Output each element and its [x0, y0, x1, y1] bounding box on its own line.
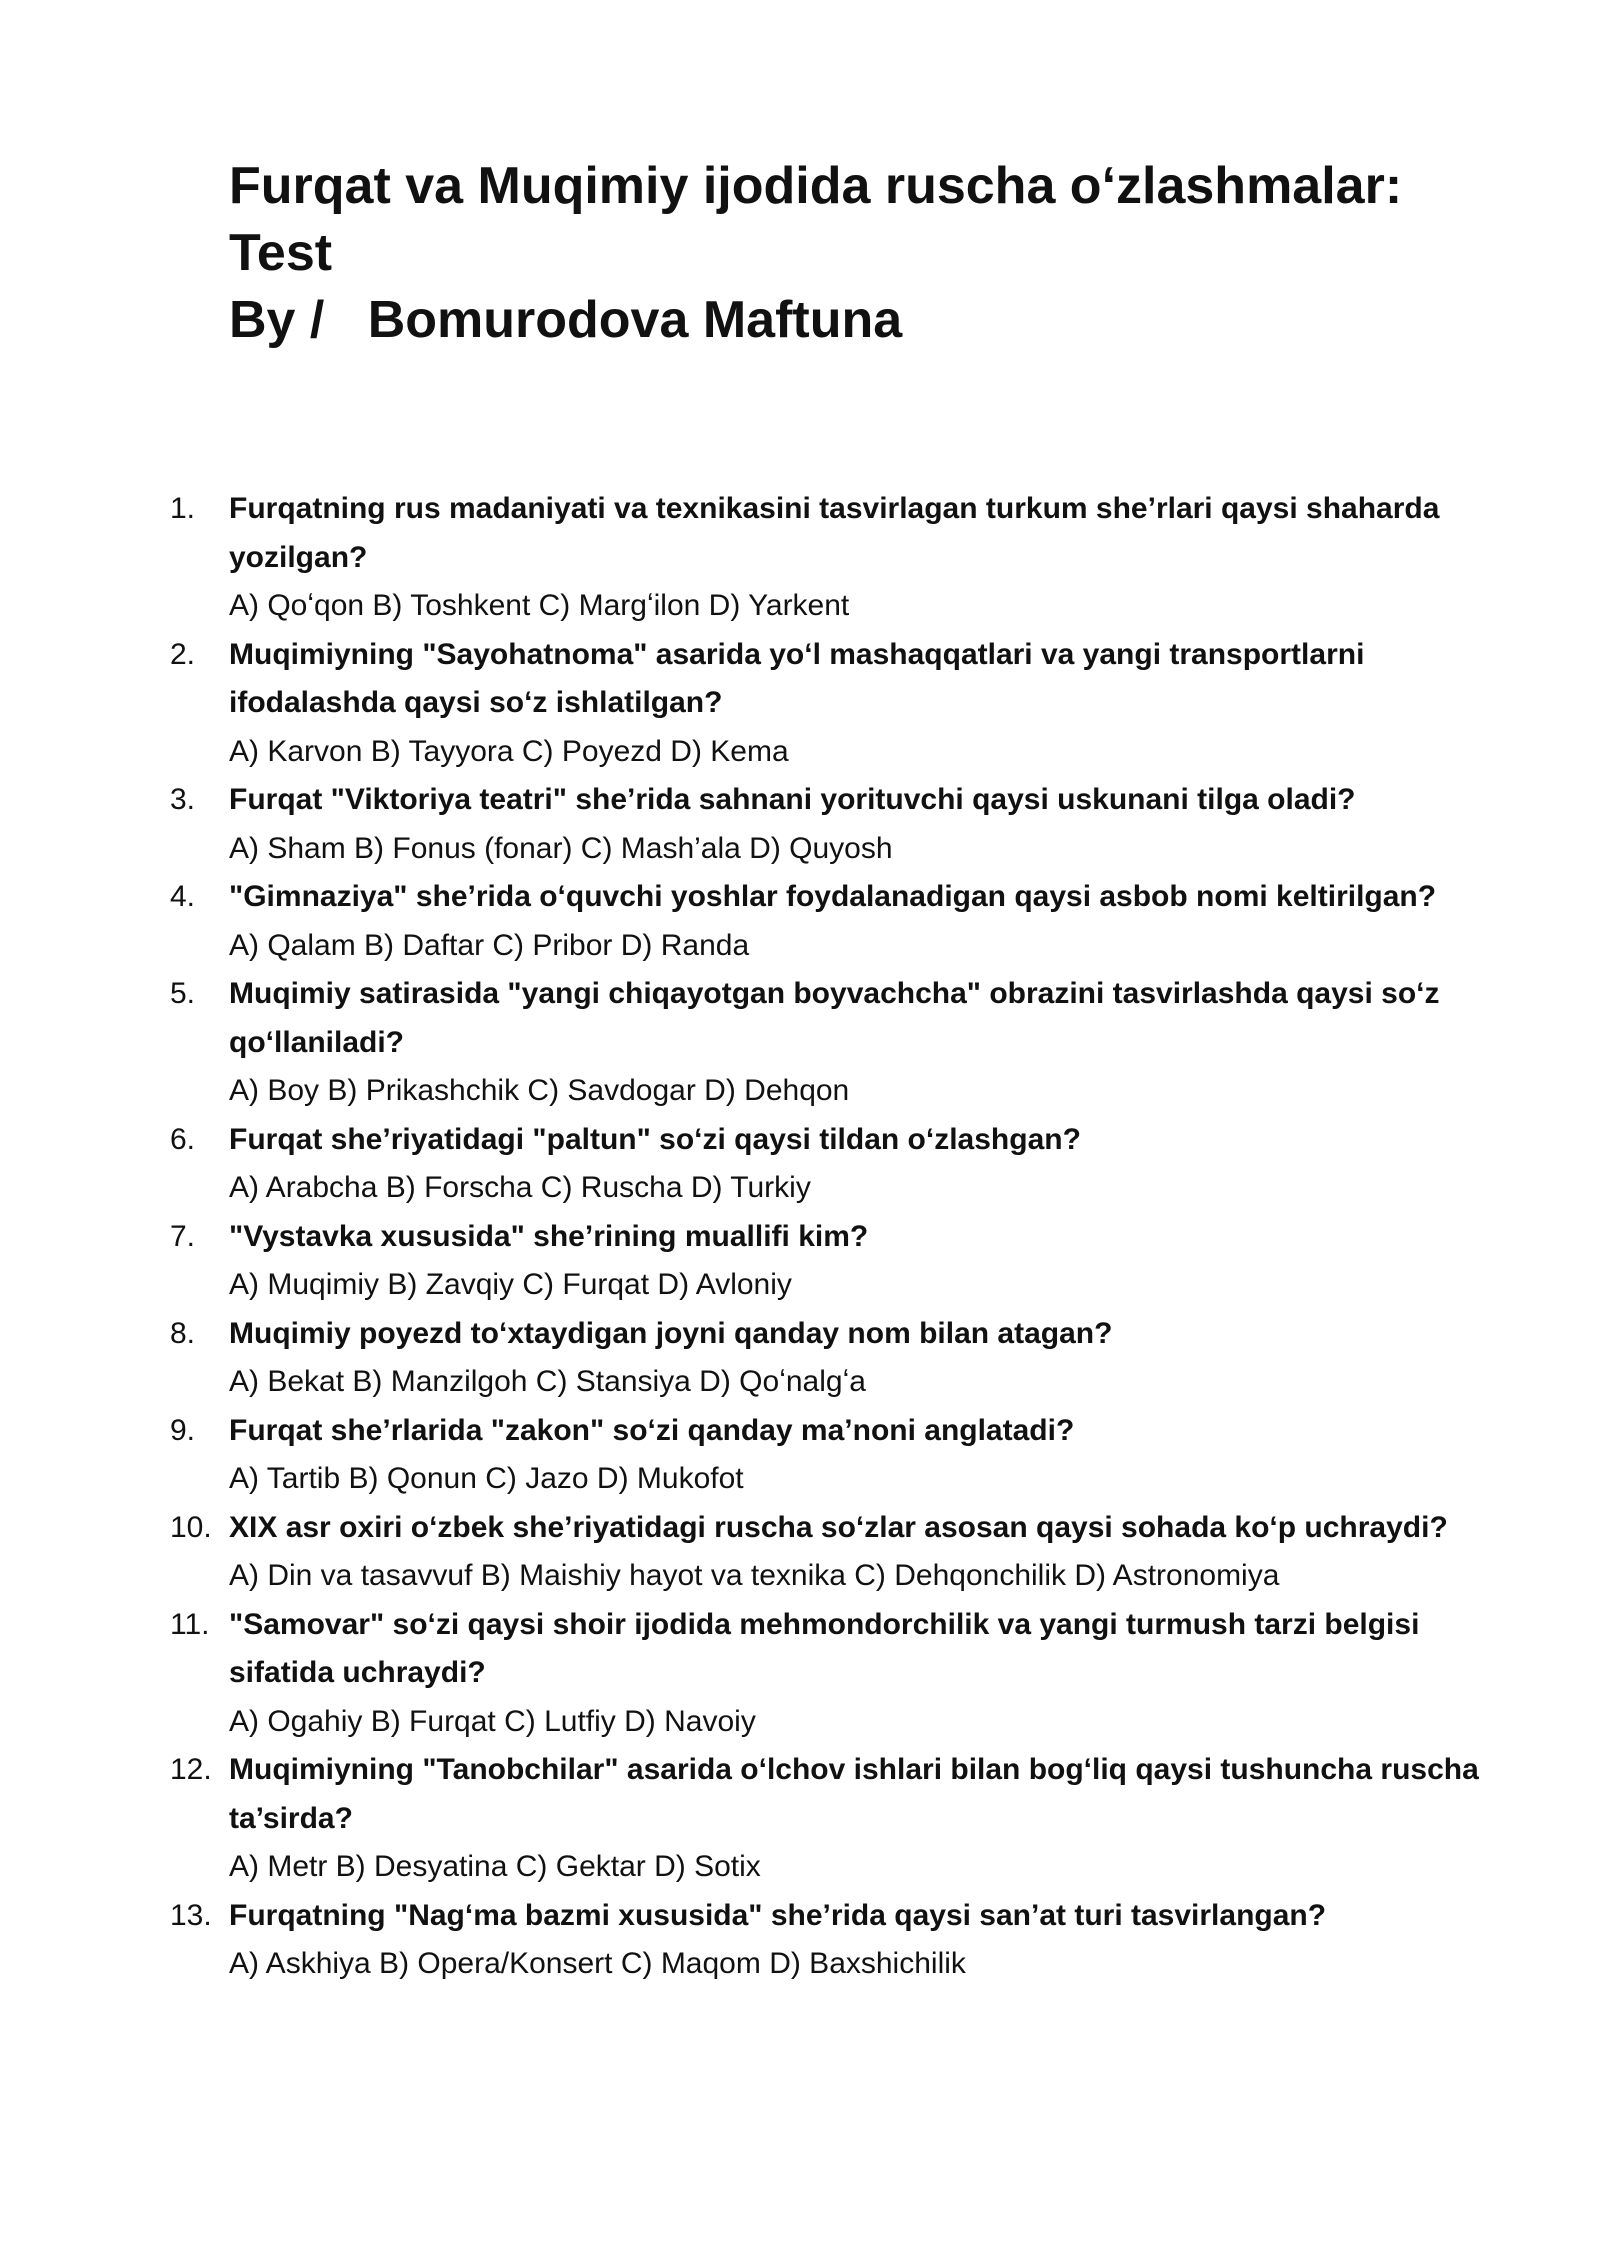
question-number: 7.: [170, 1219, 196, 1253]
question-item: [0, 776, 1479, 873]
question-options: A) Bekat B) Manzilgoh C) Stansiya D) Qoʻnalgʻa: [229, 1365, 866, 1398]
question-options: A) Boy B) Prikashchik C) Savdogar D) Dehqon: [229, 1074, 850, 1107]
question-number: 13.: [170, 1898, 212, 1932]
question-options: A) Qalam B) Daftar C) Pribor D) Randa: [229, 928, 750, 962]
question-number: 9.: [170, 1413, 196, 1447]
question-options: A) Qoʻqon B) Toshkent C) Margʻilon D) Yarkent: [229, 589, 850, 622]
question-item: [0, 631, 1479, 777]
question-options: A) Muqimiy B) Zavqiy C) Furqat D) Avloniy: [229, 1268, 792, 1301]
title-line-2: Test: [229, 224, 333, 282]
question-text: Muqimiy satirasida "yangi chiqayotgan boyvachcha" obrazini tasvirlashda qaysi soʻz qoʻllaniladi?: [229, 977, 1440, 1059]
question-item: [0, 1407, 1479, 1504]
question-item: [0, 970, 1479, 1116]
question-text: "Vystavka xususida" she’rining muallifi kim?: [229, 1219, 869, 1253]
question-item: [0, 1213, 1479, 1310]
question-options: A) Metr B) Desyatina C) Gektar D) Sotix: [229, 1850, 761, 1883]
question-text: Furqat she’riyatidagi "paltun" soʻzi qaysi tildan oʻzlashgan?: [229, 1122, 1081, 1156]
question-text: Muqimiyning "Sayohatnoma" asarida yoʻl mashaqqatlari va yangi transportlarni ifodalashda qaysi soʻz ishlatilgan?: [229, 637, 1365, 719]
question-options: A) Karvon B) Tayyora C) Poyezd D) Kema: [229, 734, 789, 768]
question-text: Furqatning rus madaniyati va texnikasini tasvirlagan turkum she’rlari qaysi shaharda yozilgan?: [229, 492, 1440, 574]
question-number: 8.: [170, 1316, 196, 1350]
author-line: By / Bomurodova Maftuna: [229, 291, 903, 349]
question-text: Furqat "Viktoriya teatri" she’rida sahnani yorituvchi qaysi uskunani tilga oladi?: [229, 783, 1356, 816]
question-text: Furqatning "Nagʻma bazmi xususida" she’rida qaysi san’at turi tasvirlangan?: [229, 1898, 1327, 1932]
question-list: [0, 485, 1600, 1989]
question-number: 12.: [170, 1753, 212, 1786]
question-text: Muqimiyning "Tanobchilar" asarida oʻlchov ishlari bilan bogʻliq qaysi tushuncha ruscha ta’sirda?: [229, 1753, 1479, 1835]
title-line-1: Furqat va Muqimiy ijodida ruscha oʻzlashmalar:: [229, 157, 1403, 215]
question-options: A) Arabcha B) Forscha C) Ruscha D) Turkiy: [229, 1171, 811, 1204]
question-item: [0, 1310, 1479, 1407]
question-options: A) Ogahiy B) Furqat C) Lutfiy D) Navoiy: [229, 1704, 756, 1738]
question-item: [0, 1892, 1479, 1989]
question-item: [0, 1601, 1479, 1747]
question-text: Furqat she’rlarida "zakon" soʻzi qanday ma’noni anglatadi?: [229, 1413, 1075, 1447]
question-text: XIX asr oxiri oʻzbek she’riyatidagi ruscha soʻzlar asosan qaysi sohada koʻp uchraydi?: [229, 1510, 1448, 1544]
question-item: [0, 485, 1479, 631]
question-number: 1.: [170, 492, 196, 525]
question-number: 3.: [170, 783, 196, 816]
question-number: 10.: [170, 1510, 212, 1544]
question-number: 2.: [170, 637, 196, 671]
question-item: [0, 1746, 1479, 1892]
question-number: 11.: [170, 1607, 210, 1641]
question-item: [0, 1504, 1479, 1601]
question-text: "Gimnaziya" she’rida oʻquvchi yoshlar foydalanadigan qaysi asbob nomi keltirilgan?: [229, 880, 1437, 913]
question-options: A) Tartib B) Qonun C) Jazo D) Mukofot: [229, 1462, 744, 1495]
question-text: Muqimiy poyezd toʻxtaydigan joyni qanday nom bilan atagan?: [229, 1316, 1113, 1350]
question-item: [0, 873, 1479, 970]
question-text: "Samovar" soʻzi qaysi shoir ijodida mehmondorchilik va yangi turmush tarzi belgisi sifatida uchraydi?: [229, 1607, 1420, 1689]
question-number: 6.: [170, 1122, 196, 1156]
question-options: A) Sham B) Fonus (fonar) C) Mash’ala D) Quyosh: [229, 831, 893, 865]
document-title: [229, 153, 1529, 354]
question-options: A) Din va tasavvuf B) Maishiy hayot va texnika C) Dehqonchilik D) Astronomiya: [229, 1559, 1280, 1592]
question-options: A) Askhiya B) Opera/Konsert C) Maqom D) Baxshichilik: [229, 1947, 966, 1980]
question-number: 5.: [170, 977, 196, 1010]
question-number: 4.: [170, 880, 196, 913]
question-item: [0, 1116, 1479, 1213]
